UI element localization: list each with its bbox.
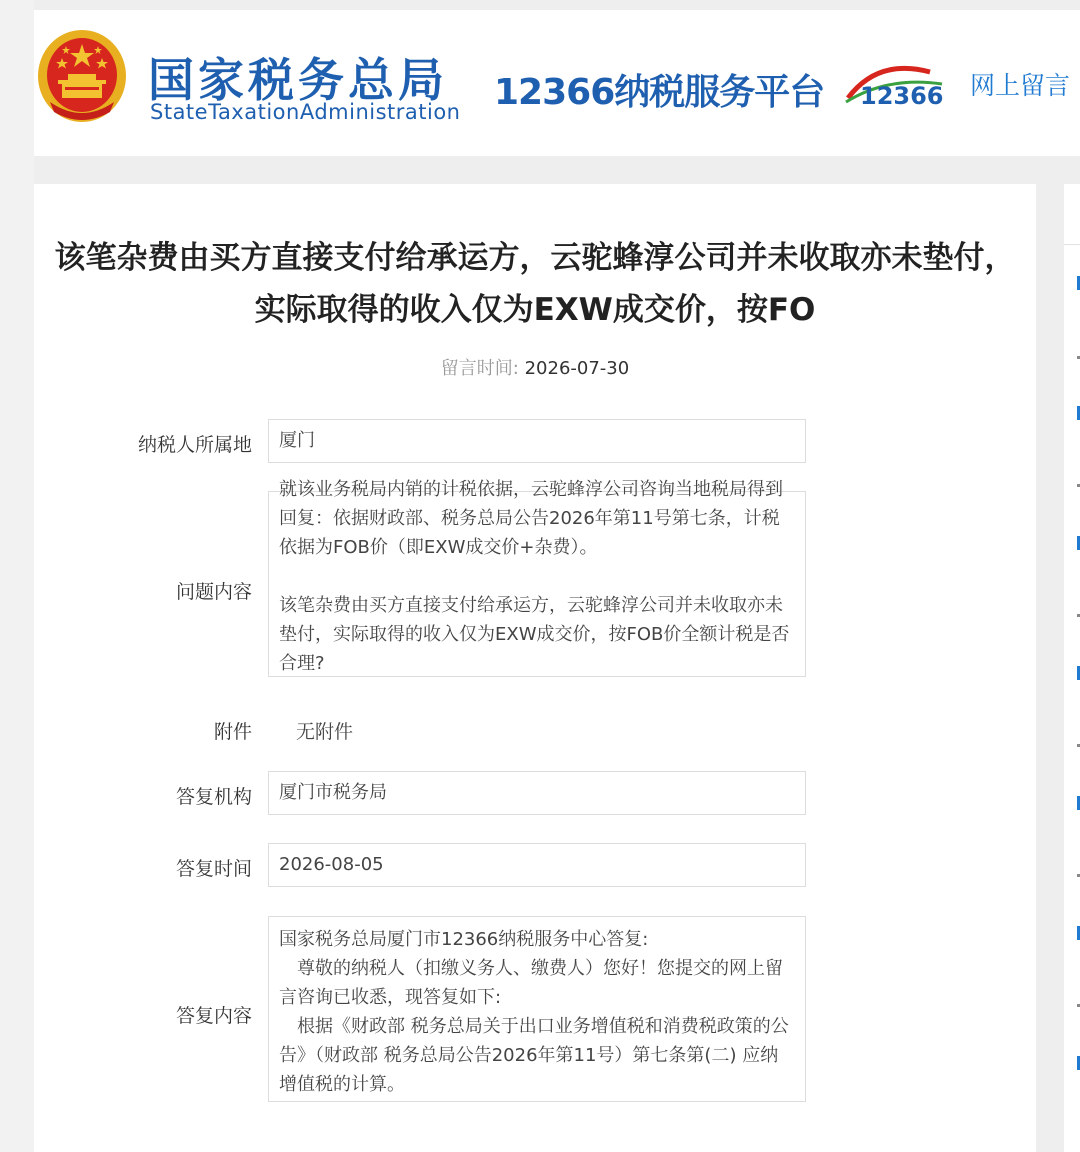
platform-title[interactable]: 12366纳税服务平台 [494,72,825,113]
right-sidebar [1064,184,1080,1152]
site-header [34,10,1080,156]
badge-text: 12366 [860,82,944,110]
12366-badge-icon [838,54,946,116]
reply-content-box[interactable] [268,916,806,1102]
reply-paragraph: 国家税务总局厦门市12366纳税服务中心答复: [279,929,649,950]
reply-paragraph: 根据《财政部 税务总局关于出口业务增值税和消费税政策的公告》（财政部 税务总局公告2026年第11号）第七条第(二) 应纳增值税的计算。 [279,1016,789,1095]
sidebar-divider [1064,244,1080,245]
reply-time-label: 答复时间 [175,858,252,880]
page-gutter [0,0,34,1152]
message-detail-card [34,184,1036,1152]
reply-org-field: 厦门市税务局 [268,771,806,815]
post-time-label: 留言时间: [440,358,519,379]
attachment-label: 附件 [213,721,252,743]
question-content-box[interactable] [268,479,806,677]
page-title: 该笔杂费由买方直接支付给承运方，云驼蜂淳公司并未收取亦未垫付，实际取得的收入仅为EXW成交价，按FO [54,240,1016,328]
attachment-value: 无附件 [296,721,354,743]
question-label: 问题内容 [175,581,252,603]
reply-paragraph: 尊敬的纳税人（扣缴义务人、缴费人）您好！您提交的网上留言咨询已收悉，现答复如下: [279,958,783,1008]
question-paragraph: 就该业务税局内销的计税依据，云驼蜂淳公司咨询当地税局得到回复：依据财政部、税务总局公告2026年第11号第七条，计税依据为FOB价（即EXW成交价+杂费）。 [279,479,783,558]
question-paragraph: 该笔杂费由买方直接支付给承运方，云驼蜂淳公司并未收取亦未垫付，实际取得的收入仅为EXW成交价，按FOB价全额计税是否合理? [279,595,790,674]
site-logo-chinese[interactable]: 国家税务总局 [148,53,448,107]
national-emblem-icon [36,28,128,124]
reply-org-label: 答复机构 [175,786,252,808]
post-time-value: 2026-07-30 [524,358,630,379]
post-time [34,354,1036,380]
reply-content-label: 答复内容 [175,1005,252,1027]
reply-time-field: 2026-08-05 [268,843,806,887]
nav-link-online-message[interactable]: 网上留言 [970,71,1071,100]
site-logo-english[interactable]: StateTaxationAdministration [150,100,461,124]
region-field: 厦门 [268,419,806,463]
region-label: 纳税人所属地 [137,434,252,456]
